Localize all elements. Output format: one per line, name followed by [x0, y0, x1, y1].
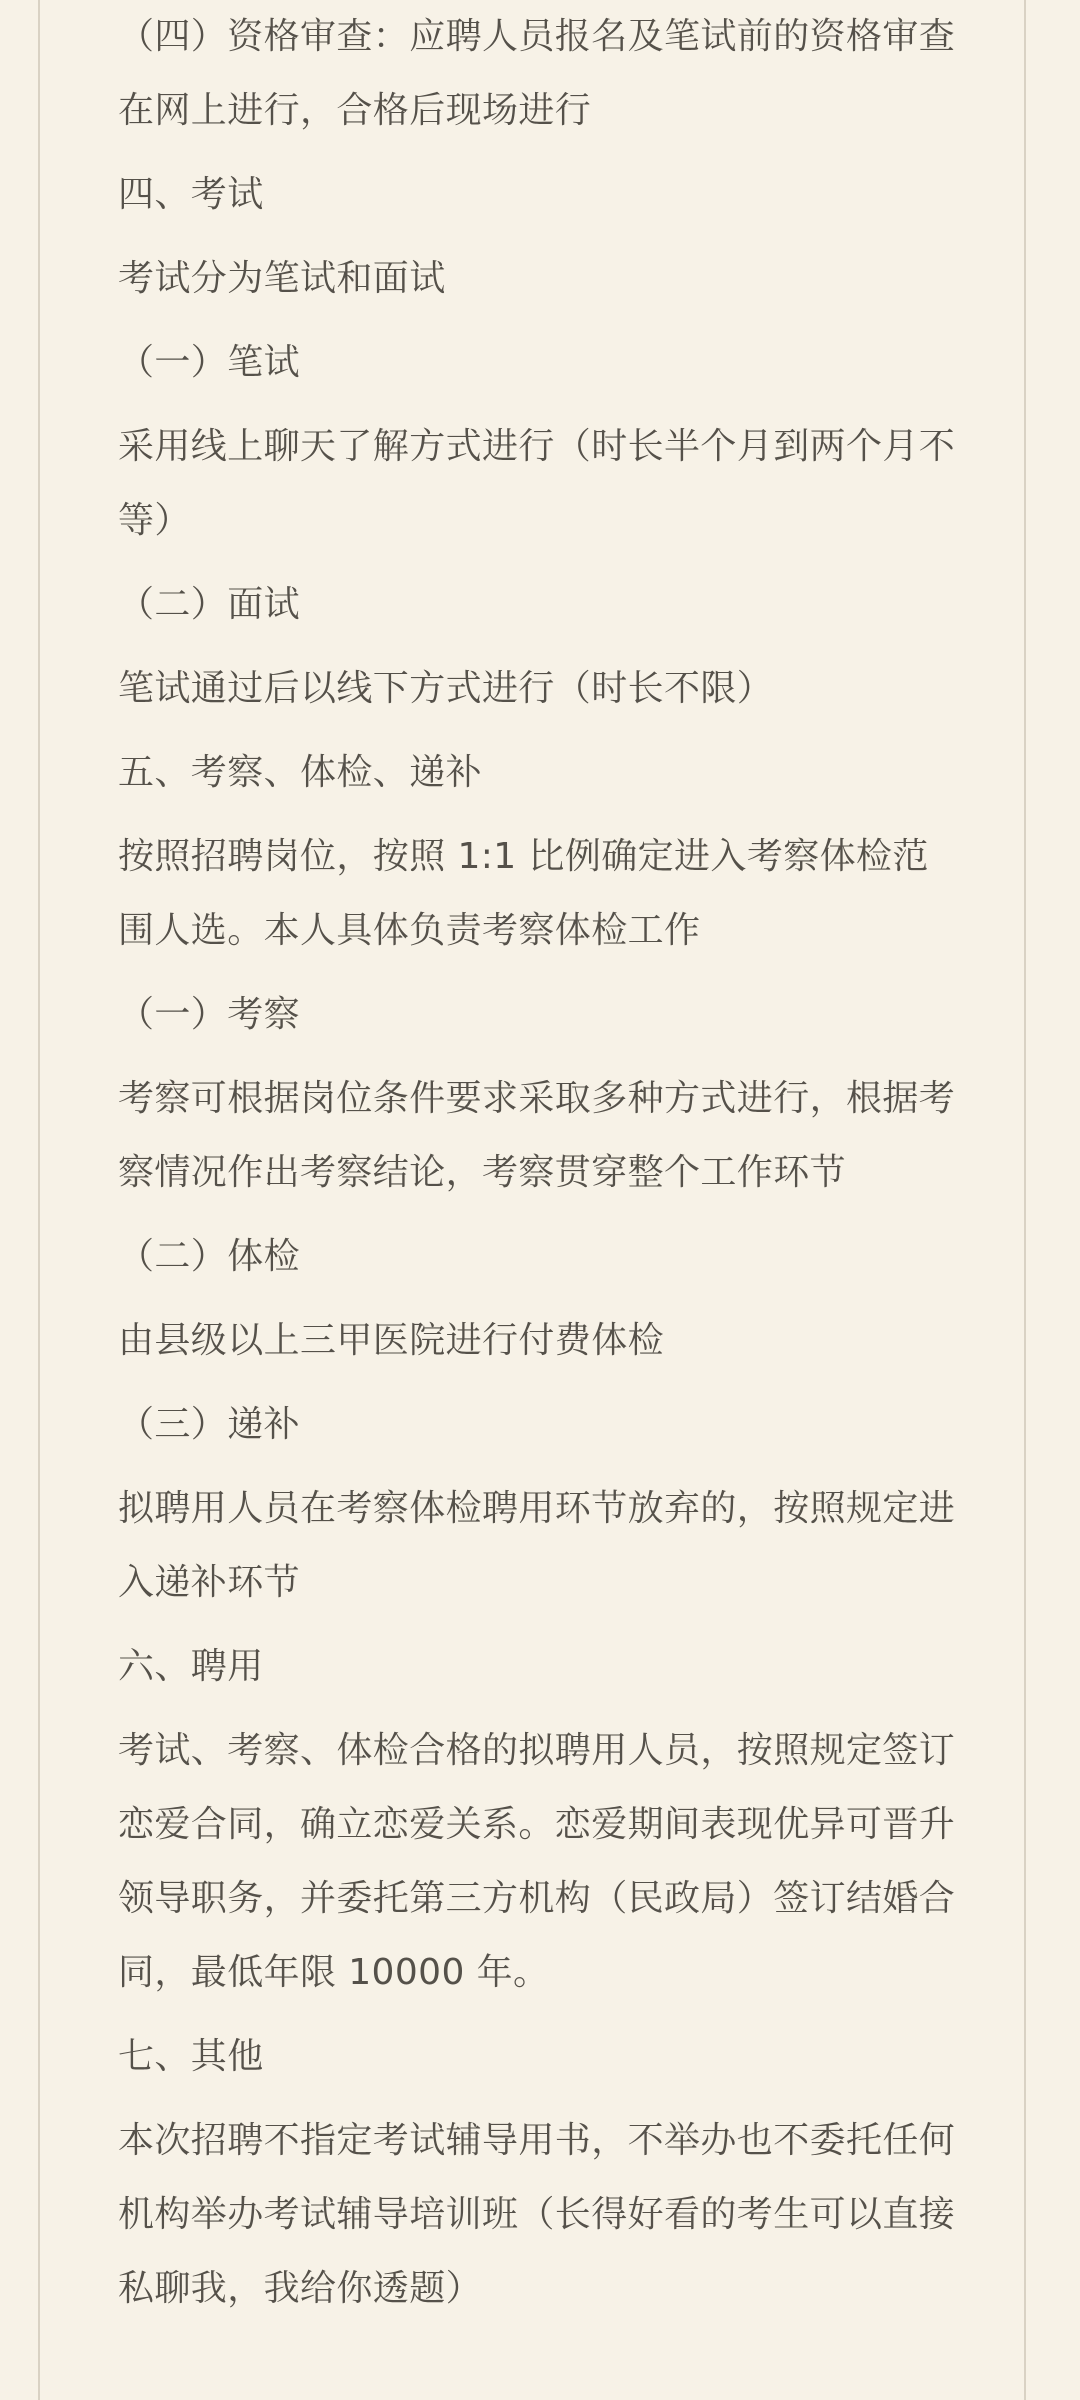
- paragraph-inspection: 按照招聘岗位，按照 1:1 比例确定进入考察体检范围人选。本人具体负责考察体检工作: [118, 836, 929, 951]
- paragraph-interview: 笔试通过后以线下方式进行（时长不限）: [118, 668, 774, 709]
- heading-assessment: （一）考察: [118, 994, 301, 1035]
- article-body: [118, 0, 958, 2336]
- paragraph-written-exam: 采用线上聊天了解方式进行（时长半个月到两个月不等）: [118, 426, 956, 541]
- paragraph-qualification-review: （四）资格审查：应聘人员报名及笔试前的资格审查在网上进行，合格后现场进行: [118, 16, 956, 131]
- heading-inspection: 五、考察、体检、递补: [118, 752, 483, 793]
- heading-interview: （二）面试: [118, 584, 301, 625]
- heading-written-exam: （一）笔试: [118, 342, 301, 383]
- paragraph-exam-intro: 考试分为笔试和面试: [118, 258, 446, 299]
- heading-exam: 四、考试: [118, 174, 264, 215]
- heading-substitution: （三）递补: [118, 1404, 301, 1445]
- heading-physical-exam: （二）体检: [118, 1236, 301, 1277]
- heading-employment: 六、聘用: [118, 1646, 264, 1687]
- paragraph-assessment: 考察可根据岗位条件要求采取多种方式进行，根据考察情况作出考察结论，考察贯穿整个工作环节: [118, 1078, 956, 1193]
- paragraph-substitution: 拟聘用人员在考察体检聘用环节放弃的，按照规定进入递补环节: [118, 1488, 956, 1603]
- paragraph-employment: 考试、考察、体检合格的拟聘用人员，按照规定签订恋爱合同，确立恋爱关系。恋爱期间表现优异可晋升领导职务，并委托第三方机构（民政局）签订结婚合同，最低年限 10000 年。: [118, 1730, 956, 1993]
- right-border-line: [1024, 0, 1026, 2400]
- left-border-line: [38, 0, 40, 2400]
- heading-other: 七、其他: [118, 2036, 264, 2077]
- paragraph-other: 本次招聘不指定考试辅导用书，不举办也不委托任何机构举办考试辅导培训班（长得好看的考生可以直接私聊我，我给你透题）: [118, 2120, 956, 2309]
- paragraph-physical-exam: 由县级以上三甲医院进行付费体检: [118, 1320, 665, 1361]
